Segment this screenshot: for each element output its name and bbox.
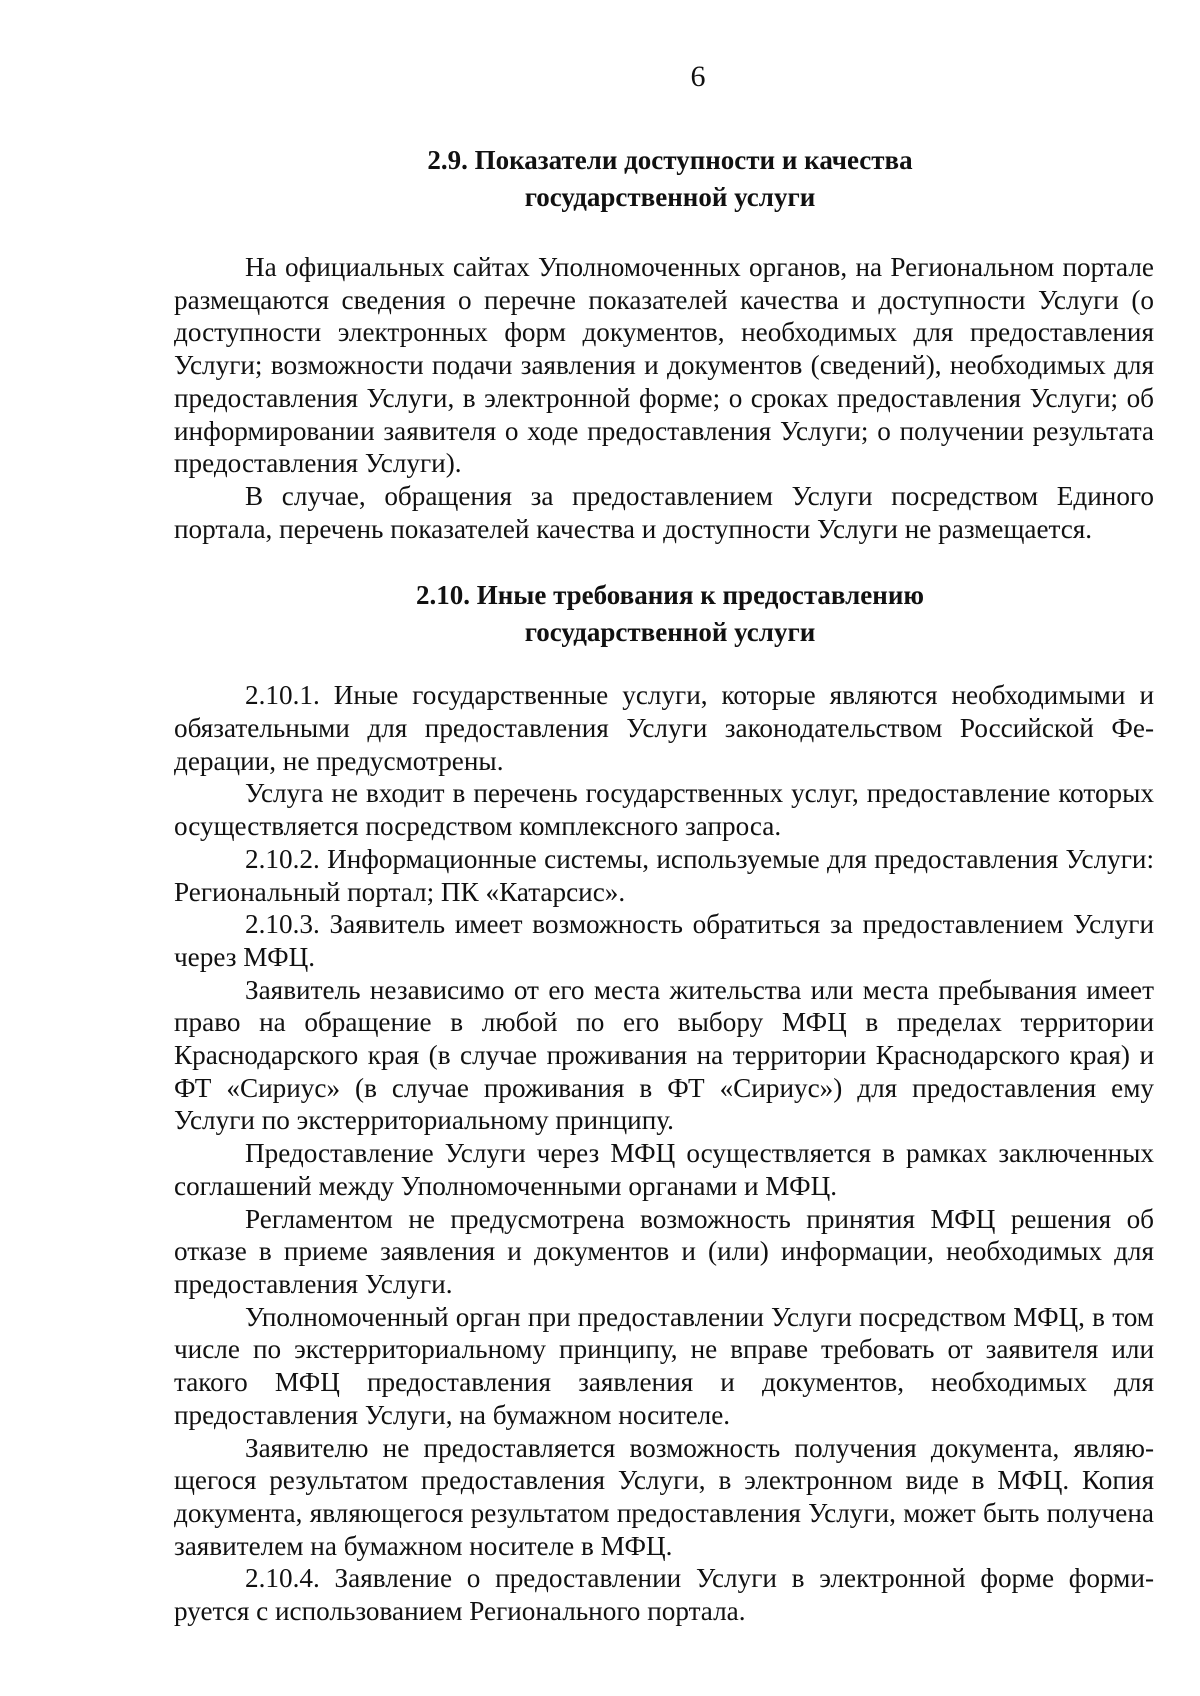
paragraph: Услуга не входит в перечень государственных услуг, предоставление которых осуществляется посредством комплексного запроса. bbox=[174, 778, 1154, 842]
paragraph: Заявитель независимо от его места жительства или места пребывания имеет право на обращение в любой по его выбору МФЦ в пределах территории Краснодарского края (в случае проживания на территории Краснодарского края) и ФТ «Сириус» (в случае проживания в ФТ «Сириус») для предоставления ему Услуги по экстерриториальному принципу. bbox=[174, 974, 1154, 1136]
paragraph: 2.10.2. Информационные системы, используемые для предоставления Услуги: Региональный портал; ПК «Катарсис». bbox=[174, 843, 1154, 907]
paragraph: Заявителю не предоставляется возможность получения документа, являющегося результатом предоставления Услуги, в электронном виде в МФЦ. Копия документа, являющегося результатом предоставления Услуги, может быть получена заявителем на бумажном носителе в МФЦ. bbox=[174, 1432, 1154, 1561]
section-2-10-heading-line2: государственной услуги bbox=[524, 617, 816, 648]
paragraph: 2.10.4. Заявление о предоставлении Услуги в электронной форме формируется с использованием Регионального портала. bbox=[174, 1563, 1154, 1627]
section-2-10-heading bbox=[174, 577, 1154, 651]
page-number: 6 bbox=[690, 60, 706, 93]
section-2-9-heading-line2: государственной услуги bbox=[524, 182, 816, 212]
section-2-9-heading-line1: 2.9. Показатели доступности и качества bbox=[427, 145, 913, 175]
paragraph: На официальных сайтах Уполномоченных органов, на Региональном портале размещаются сведения о перечне показателей качества и доступности Услуги (о доступности электронных форм документов, необходимых для предоставления Услуги; возможности подачи заявления и документов (сведений), необходимых для предоставления Услуги, в электронной форме; о сроках предоставления Услуги; об информировании заявителя о ходе предоставления Услуги; о получении результата предоставления Услуги). bbox=[174, 252, 1154, 479]
paragraph: Уполномоченный орган при предоставлении Услуги посредством МФЦ, в том числе по экстерриториальному принципу, не вправе требовать от заявителя или такого МФЦ предоставления заявления и документов, необходимых для предоставления Услуги, на бумажном носителе. bbox=[174, 1301, 1154, 1430]
paragraph: 2.10.3. Заявитель имеет возможность обратиться за предоставлением Услуги через МФЦ. bbox=[174, 909, 1154, 972]
section-2-10-heading-line1: 2.10. Иные требования к предоставлению bbox=[415, 580, 925, 611]
section-2-9-heading bbox=[174, 142, 1154, 216]
paragraph: В случае, обращения за предоставлением Услуги посредством Единого портала, перечень показателей качества и доступности Услуги не размещается. bbox=[174, 480, 1154, 544]
paragraph: Предоставление Услуги через МФЦ осуществляется в рамках заключенных соглашений между Уполномоченными органами и МФЦ. bbox=[174, 1138, 1154, 1201]
paragraph: 2.10.1. Иные государственные услуги, которые являются необходимыми и обязательными для предоставления Услуги законодательством Российской Федерации, не предусмотрены. bbox=[174, 680, 1154, 776]
paragraph: Регламентом не предусмотрена возможность принятия МФЦ решения об отказе в приеме заявления и документов и (или) информации, необходимых для предоставления Услуги. bbox=[174, 1203, 1154, 1299]
